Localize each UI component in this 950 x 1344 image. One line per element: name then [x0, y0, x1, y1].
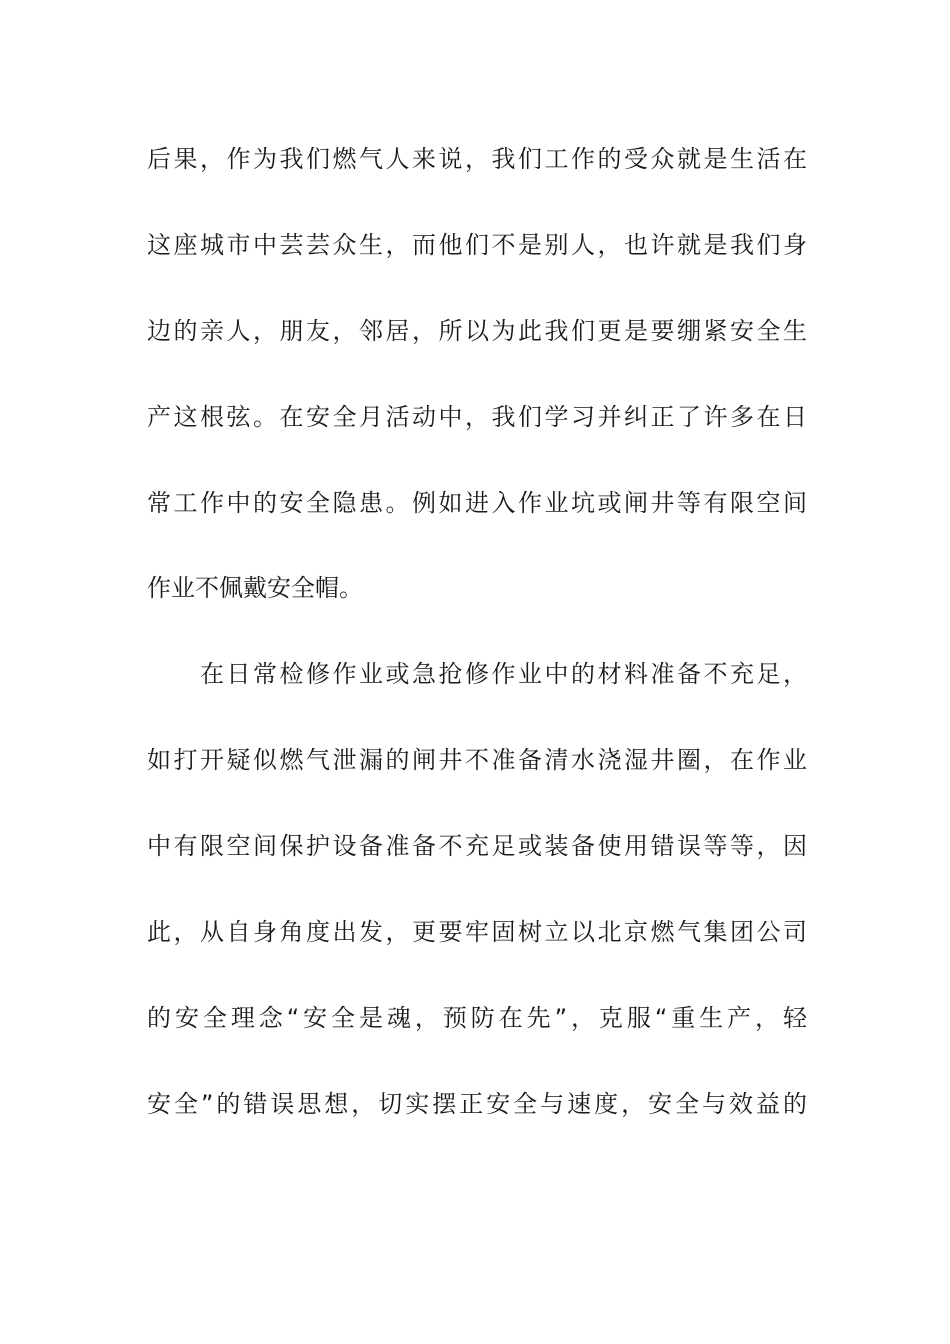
paragraph-line: 安全”的错误思想，切实摆正安全与速度，安全与效益的	[147, 1090, 807, 1118]
paragraph-line: 的安全理念“安全是魂，预防在先”，克服“重生产，轻	[147, 1004, 807, 1032]
paragraph-line: 此，从自身角度出发，更要牢固树立以北京燃气集团公司	[147, 918, 807, 946]
paragraph-line: 边的亲人，朋友，邻居，所以为此我们更是要绷紧安全生	[147, 317, 807, 345]
paragraph-line: 中有限空间保护设备准备不充足或装备使用错误等等，因	[147, 832, 807, 860]
paragraph-line: 产这根弦。在安全月活动中，我们学习并纠正了许多在日	[147, 403, 807, 431]
paragraph-line: 后果，作为我们燃气人来说，我们工作的受众就是生活在	[147, 145, 807, 173]
paragraph-line: 这座城市中芸芸众生，而他们不是别人，也许就是我们身	[147, 231, 807, 259]
paragraph-line: 如打开疑似燃气泄漏的闸井不准备清水浇湿井圈，在作业	[147, 746, 807, 774]
paragraph-line: 常工作中的安全隐患。例如进入作业坑或闸井等有限空间	[147, 489, 807, 517]
paragraph-line: 作业不佩戴安全帽。	[147, 574, 363, 602]
paragraph-line: 在日常检修作业或急抢修作业中的材料准备不充足，	[200, 660, 807, 688]
